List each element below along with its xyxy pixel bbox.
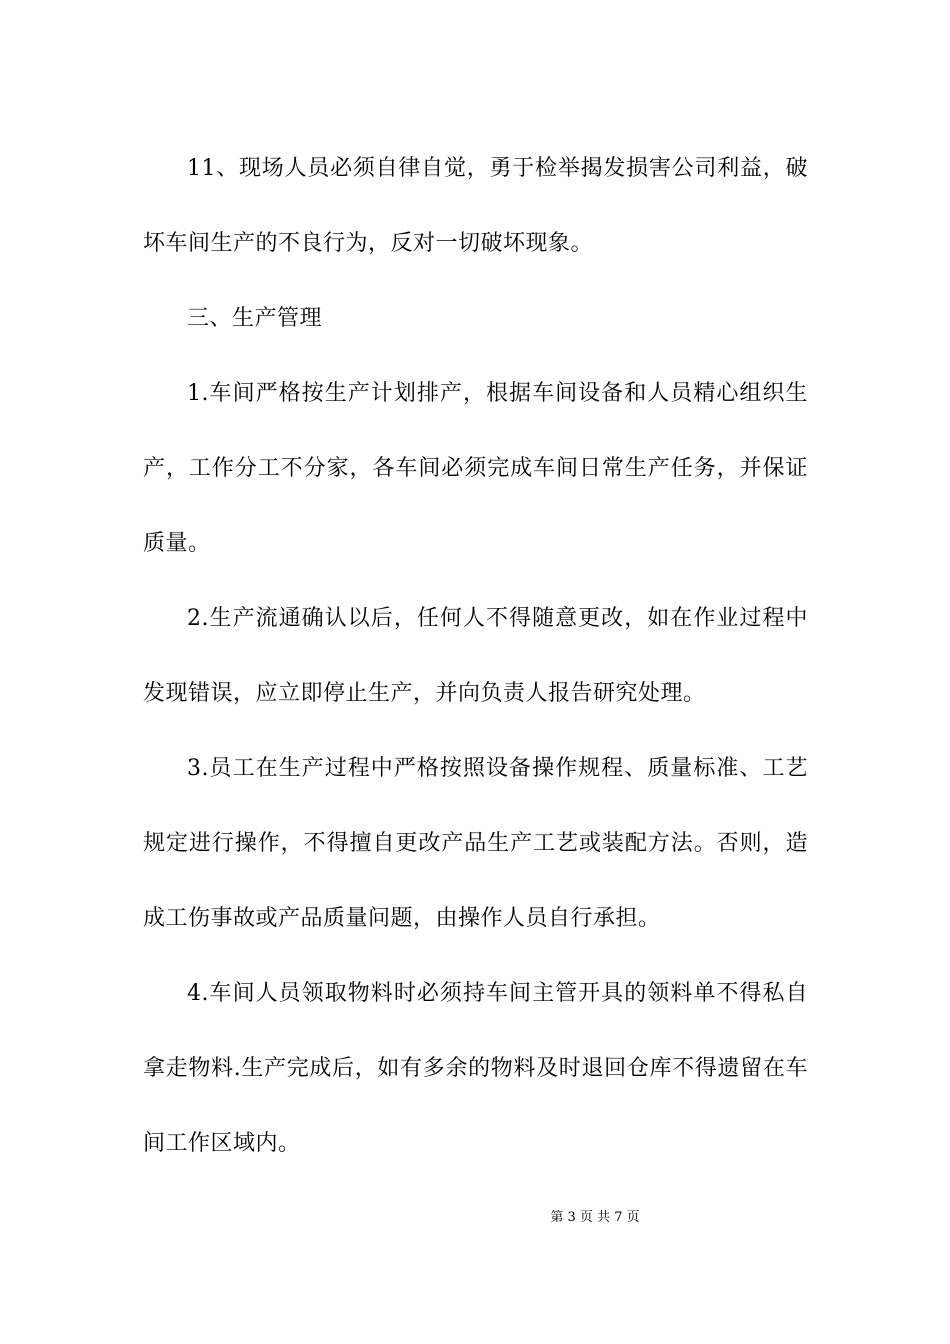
page-number-footer: 第 3 页 共 7 页 [550, 1210, 640, 1225]
paragraph-item-3: 3.员工在生产过程中严格按照设备操作规程、质量标准、工艺规定进行操作，不得擅自更改产品生产工艺或装配方法。否则，造成工伤事故或产品质量问题，由操作人员自行承担。 [143, 756, 808, 931]
paragraph-item-2: 2.生产流通确认以后，任何人不得随意更改，如在作业过程中发现错误，应立即停止生产，并向负责人报告研究处理。 [143, 606, 808, 706]
document-body [143, 131, 808, 1181]
paragraph-item-1: 1.车间严格按生产计划排产，根据车间设备和人员精心组织生产，工作分工不分家，各车间必须完成车间日常生产任务，并保证质量。 [143, 381, 808, 556]
paragraph-rule-11: 11、现场人员必须自律自觉，勇于检举揭发损害公司利益，破坏车间生产的不良行为，反对一切破坏现象。 [143, 156, 808, 256]
paragraph-item-4: 4.车间人员领取物料时必须持车间主管开具的领料单不得私自拿走物料.生产完成后，如有多余的物料及时退回仓库不得遗留在车间工作区域内。 [143, 981, 808, 1156]
section-heading-production-management: 三、生产管理 [187, 306, 323, 331]
